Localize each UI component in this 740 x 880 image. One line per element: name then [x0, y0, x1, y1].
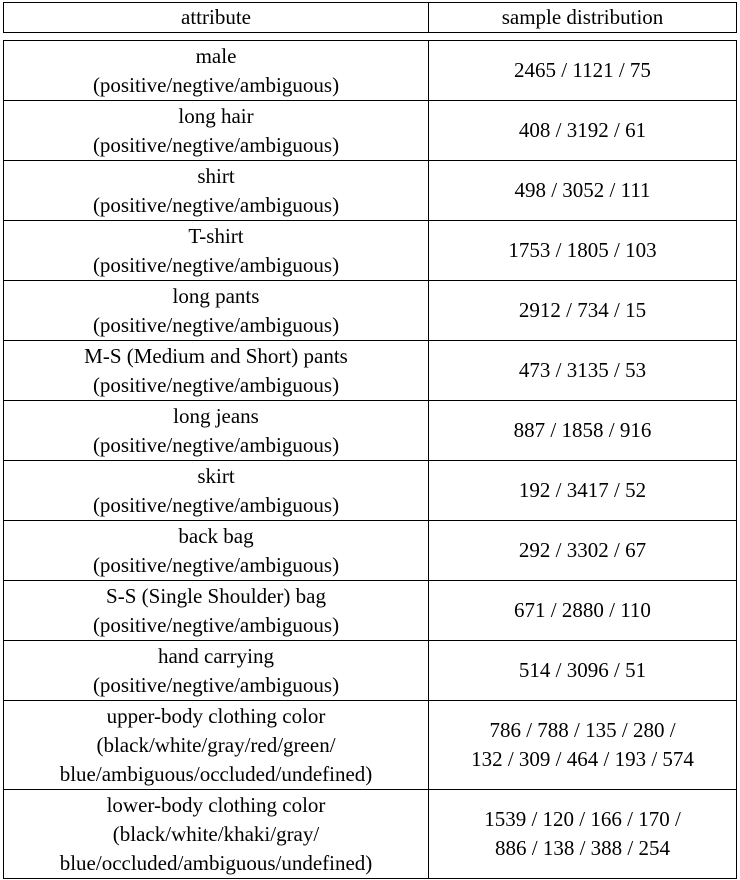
- attribute-cell: [4, 790, 429, 879]
- distribution-cell: [429, 401, 737, 461]
- distribution-cell: [429, 641, 737, 701]
- attribute-subtitle: (positive/negtive/ambiguous): [92, 132, 340, 157]
- attribute-name: long jeans: [173, 403, 259, 428]
- attribute-name: long hair: [178, 103, 254, 128]
- table-row: [4, 221, 737, 281]
- attribute-cell: [4, 461, 429, 521]
- attribute-cell: [4, 221, 429, 281]
- distribution-value: 292 / 3302 / 67: [518, 538, 647, 562]
- attribute-subtitle: (positive/negtive/ambiguous): [92, 312, 340, 337]
- distribution-value: 498 / 3052 / 111: [514, 178, 651, 202]
- attribute-cell: [4, 281, 429, 341]
- attribute-name: skirt: [197, 463, 235, 488]
- distribution-value: 671 / 2880 / 110: [514, 598, 651, 622]
- attribute-subtitle: (positive/negtive/ambiguous): [92, 552, 340, 577]
- table-row: [4, 461, 737, 521]
- distribution-value: 132 / 309 / 464 / 193 / 574: [471, 747, 694, 771]
- table-row: [4, 341, 737, 401]
- distribution-cell: [429, 161, 737, 221]
- distribution-cell: [429, 790, 737, 879]
- attribute-subtitle: (positive/negtive/ambiguous): [92, 612, 340, 637]
- attribute-cell: [4, 701, 429, 790]
- attribute-cell: [4, 641, 429, 701]
- attribute-subtitle: (black/white/khaki/gray/: [112, 821, 320, 846]
- attribute-name: hand carrying: [157, 643, 275, 668]
- table-row: [4, 161, 737, 221]
- distribution-value: 2465 / 1121 / 75: [514, 58, 651, 82]
- distribution-value: 2912 / 734 / 15: [518, 298, 647, 322]
- attribute-subtitle: (positive/negtive/ambiguous): [92, 672, 340, 697]
- attribute-cell: [4, 521, 429, 581]
- attribute-cell: [4, 401, 429, 461]
- attribute-name: M-S (Medium and Short) pants: [84, 343, 348, 368]
- distribution-cell: [429, 581, 737, 641]
- header-attribute: attribute: [4, 3, 429, 33]
- distribution-cell: [429, 521, 737, 581]
- distribution-cell: [429, 461, 737, 521]
- table-row: [4, 41, 737, 101]
- attribute-subtitle-line2: blue/ambiguous/occluded/undefined): [59, 761, 373, 786]
- distribution-value: 1753 / 1805 / 103: [508, 238, 657, 262]
- attribute-subtitle: (black/white/gray/red/green/: [96, 732, 336, 757]
- table-row: [4, 581, 737, 641]
- table-row: [4, 401, 737, 461]
- attribute-subtitle: (positive/negtive/ambiguous): [92, 432, 340, 457]
- attribute-subtitle: (positive/negtive/ambiguous): [92, 192, 340, 217]
- attribute-name: upper-body clothing color: [106, 703, 326, 728]
- table-body: [4, 41, 737, 879]
- attribute-cell: [4, 581, 429, 641]
- attribute-subtitle: (positive/negtive/ambiguous): [92, 72, 340, 97]
- distribution-cell: [429, 341, 737, 401]
- distribution-value: 408 / 3192 / 61: [518, 118, 647, 142]
- table-row: [4, 521, 737, 581]
- distribution-value: 514 / 3096 / 51: [518, 658, 647, 682]
- attribute-name: lower-body clothing color: [106, 792, 326, 817]
- distribution-value: 192 / 3417 / 52: [518, 478, 647, 502]
- attribute-subtitle: (positive/negtive/ambiguous): [92, 372, 340, 397]
- distribution-value: 786 / 788 / 135 / 280 /: [489, 718, 676, 742]
- attribute-name: T-shirt: [188, 223, 244, 248]
- distribution-cell: [429, 41, 737, 101]
- attribute-cell: [4, 161, 429, 221]
- distribution-cell: [429, 101, 737, 161]
- header-distribution: sample distribution: [429, 3, 737, 33]
- distribution-cell: [429, 221, 737, 281]
- distribution-value: 887 / 1858 / 916: [513, 418, 652, 442]
- attribute-cell: [4, 41, 429, 101]
- attribute-cell: [4, 101, 429, 161]
- distribution-cell: [429, 701, 737, 790]
- table-row: [4, 281, 737, 341]
- attribute-name: shirt: [197, 163, 235, 188]
- table-header: [3, 2, 737, 33]
- table-row: [4, 101, 737, 161]
- attribute-name: male: [195, 43, 237, 68]
- attribute-cell: [4, 341, 429, 401]
- header-row: [4, 3, 737, 33]
- table-row: [4, 701, 737, 790]
- attribute-name: S-S (Single Shoulder) bag: [106, 583, 326, 608]
- distribution-value: 1539 / 120 / 166 / 170 /: [484, 807, 681, 831]
- table-row: [4, 641, 737, 701]
- distribution-cell: [429, 281, 737, 341]
- attribute-subtitle-line2: blue/occluded/ambiguous/undefined): [59, 850, 373, 875]
- attribute-name: long pants: [172, 283, 260, 308]
- attribute-subtitle: (positive/negtive/ambiguous): [92, 252, 340, 277]
- table-row: [4, 790, 737, 879]
- attribute-name: back bag: [178, 523, 254, 548]
- attribute-table: [3, 40, 737, 879]
- attribute-subtitle: (positive/negtive/ambiguous): [92, 492, 340, 517]
- distribution-value: 473 / 3135 / 53: [518, 358, 647, 382]
- distribution-value: 886 / 138 / 388 / 254: [494, 836, 670, 860]
